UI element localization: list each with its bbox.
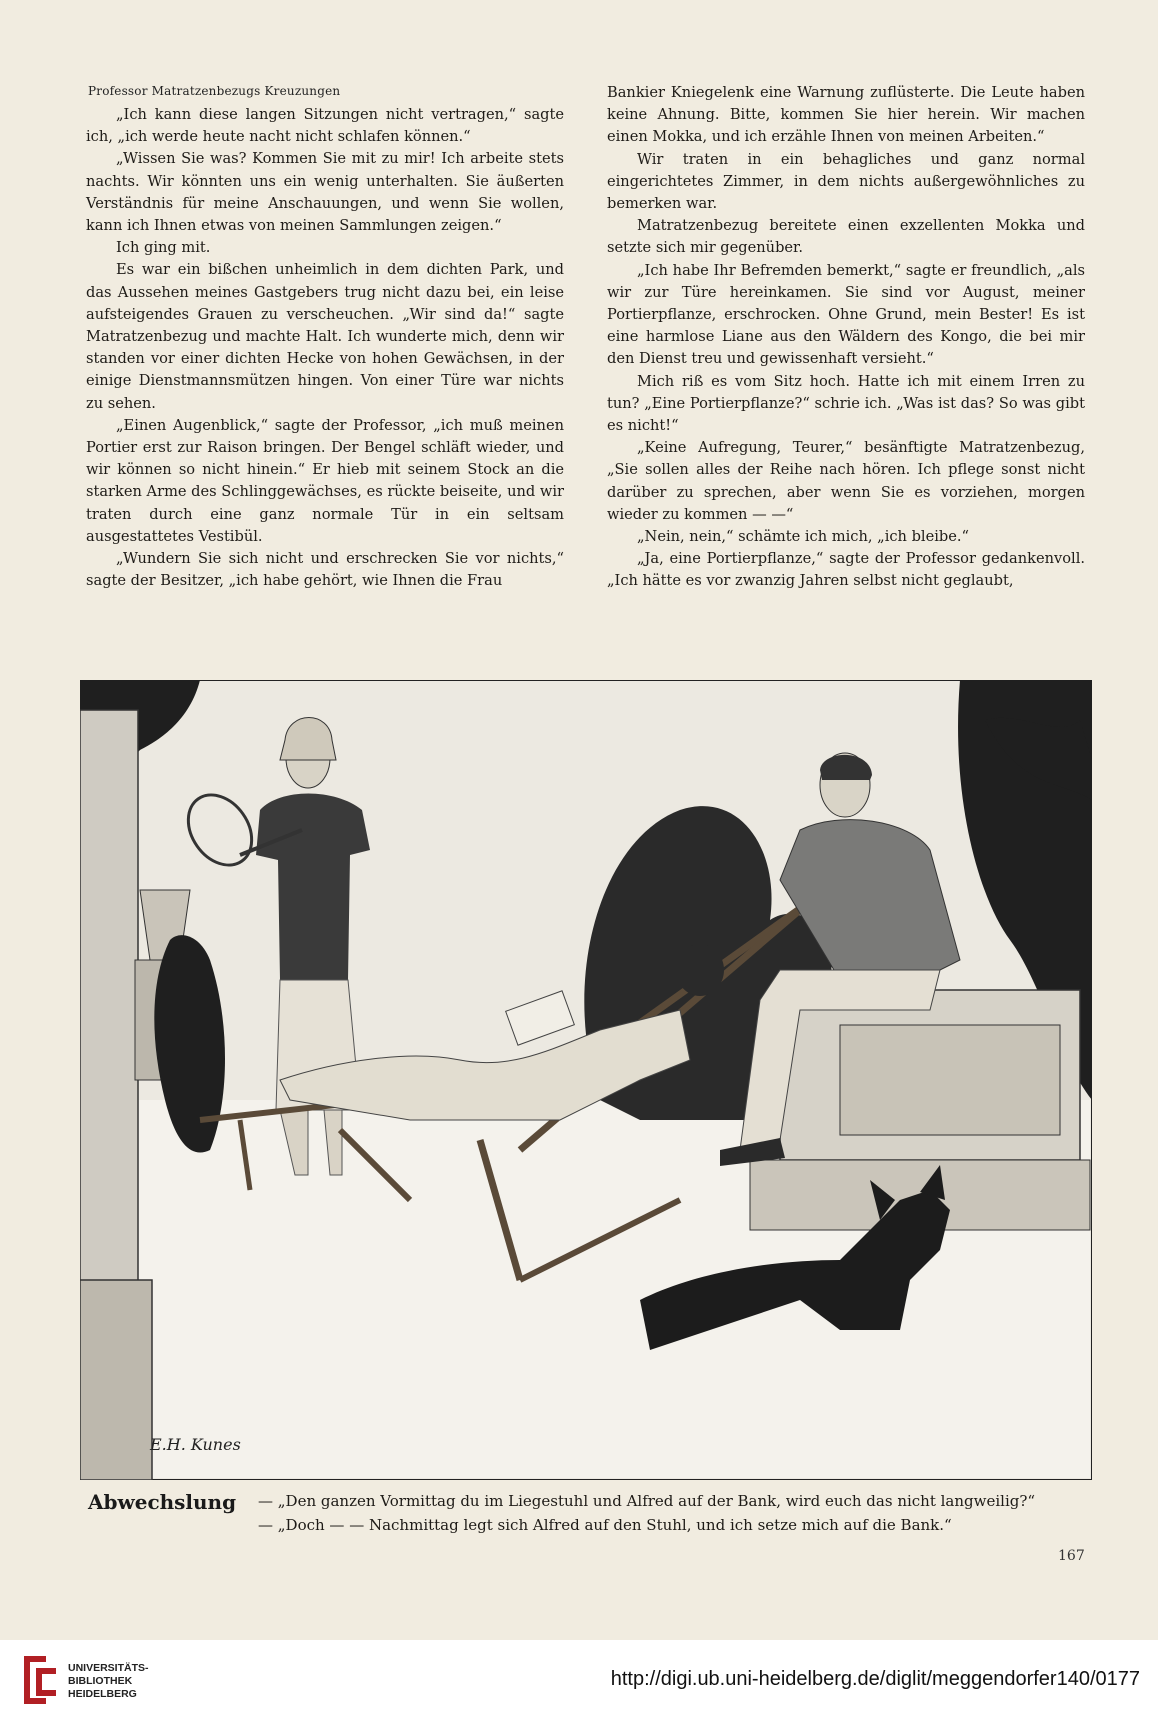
paragraph: „Wundern Sie sich nicht und erschrecken Sie vor nichts,“ sagte der Besitzer, „ich habe gehört, wie Ihnen die Frau <box>86 550 564 590</box>
paragraph: „Wissen Sie was? Kommen Sie mit zu mir! Ich arbeite stets nachts. Wir könnten uns ein wenig unterhalten. Sie äußerten Verständnis für meine Anschauungen, und wenn Sie wollen, kann ich Ihnen etwas von meinen Sammlungen zeigen.“ <box>86 150 564 235</box>
paragraph: Wir traten in ein behagliches und ganz normal eingerichtetes Zimmer, in dem nichts außergewöhnliches zu bemerken war. <box>607 150 1085 213</box>
paragraph: „Ja, eine Portierpflanze,“ sagte der Professor gedankenvoll. „Ich hätte es vor zwanzig Jahren selbst nicht geglaubt, <box>607 550 1085 590</box>
paragraph: „Ich habe Ihr Befremden bemerkt,“ sagte er freundlich, „als wir zur Türe hereinkamen. Sie sind vor August, meiner Portierpflanze, erschrocken. Ohne Grund, mein Bester! Es ist eine harmlose Liane aus den Wäldern des Kongo, die bei mir den Dienst treu und gewissenhaft versieht.“ <box>607 261 1085 368</box>
paragraph: „Ich kann diese langen Sitzungen nicht vertragen,“ sagte ich, „ich werde heute nacht nicht schlafen können.“ <box>86 106 564 146</box>
library-logo-icon <box>16 1650 64 1710</box>
institution-line: HEIDELBERG <box>68 1688 137 1700</box>
caption-title: Abwechslung <box>88 1490 237 1514</box>
footer-bar <box>0 1640 1158 1722</box>
artist-signature: E.H. Kunes <box>150 1435 241 1454</box>
institution-line: UNIVERSITÄTS- <box>68 1662 149 1674</box>
paragraph: „Einen Augenblick,“ sagte der Professor, „ich muß meinen Portier erst zur Raison bringen. Der Bengel schläft wieder, und wir können so nicht hinein.“ Er hieb mit seinem Stock an die starken Arme des Schlinggewächses, es rückte beiseite, und wir traten durch eine ganz normale Tür in ein seltsam ausgestattetes Vestibül. <box>86 416 564 545</box>
institution-name <box>68 1662 149 1701</box>
text-column-right <box>607 82 1085 593</box>
paragraph: Ich ging mit. <box>116 239 211 257</box>
text-column-left <box>86 104 564 592</box>
illustration <box>80 680 1092 1480</box>
paragraph: „Keine Aufregung, Teurer,“ besänftigte Matratzenbezug, „Sie sollen alles der Reihe nach hören. Ich pflege sonst nicht darüber zu sprechen, aber wenn Sie es vorziehen, morgen wieder zu kommen — —“ <box>607 439 1085 523</box>
page-number: 167 <box>1058 1548 1085 1564</box>
permalink-url[interactable]: http://digi.ub.uni-heidelberg.de/diglit/meggendorfer140/0177 <box>610 1668 1140 1690</box>
institution-line: BIBLIOTHEK <box>68 1675 133 1687</box>
caption-line: — „Den ganzen Vormittag du im Liegestuhl und Alfred auf der Bank, wird euch das nicht langweilig?“ <box>258 1492 1036 1510</box>
caption-line: — „Doch — — Nachmittag legt sich Alfred auf den Stuhl, und ich setze mich auf die Bank.“ <box>258 1516 952 1534</box>
paragraph: Mich riß es vom Sitz hoch. Hatte ich mit einem Irren zu tun? „Eine Portierpflanze?“ schrie ich. „Was ist das? So was gibt es nicht!“ <box>607 372 1085 435</box>
paragraph: Matratzenbezug bereitete einen exzellenten Mokka und setzte sich mir gegenüber. <box>607 217 1085 257</box>
paragraph: „Nein, nein,“ schämte ich mich, „ich bleibe.“ <box>637 528 969 546</box>
running-head: Professor Matratzenbezugs Kreuzungen <box>88 84 341 98</box>
paragraph: Es war ein bißchen unheimlich in dem dichten Park, und das Aussehen meines Gastgebers trug nicht dazu bei, ein leise aufsteigendes Grauen zu verscheuchen. „Wir sind da!“ sagte Matratzenbezug und machte Halt. Ich wunderte mich, denn wir standen vor einer dichten Hecke von hohen Gewächsen, in der einige Dienstmannsmützen hingen. Von einer Türe war nichts zu sehen. <box>86 261 564 412</box>
paragraph: Bankier Kniegelenk eine Warnung zuflüsterte. Die Leute haben keine Ahnung. Bitte, kommen Sie hier herein. Wir machen einen Mokka, und ich erzähle Ihnen von meinen Arbeiten.“ <box>607 84 1085 146</box>
